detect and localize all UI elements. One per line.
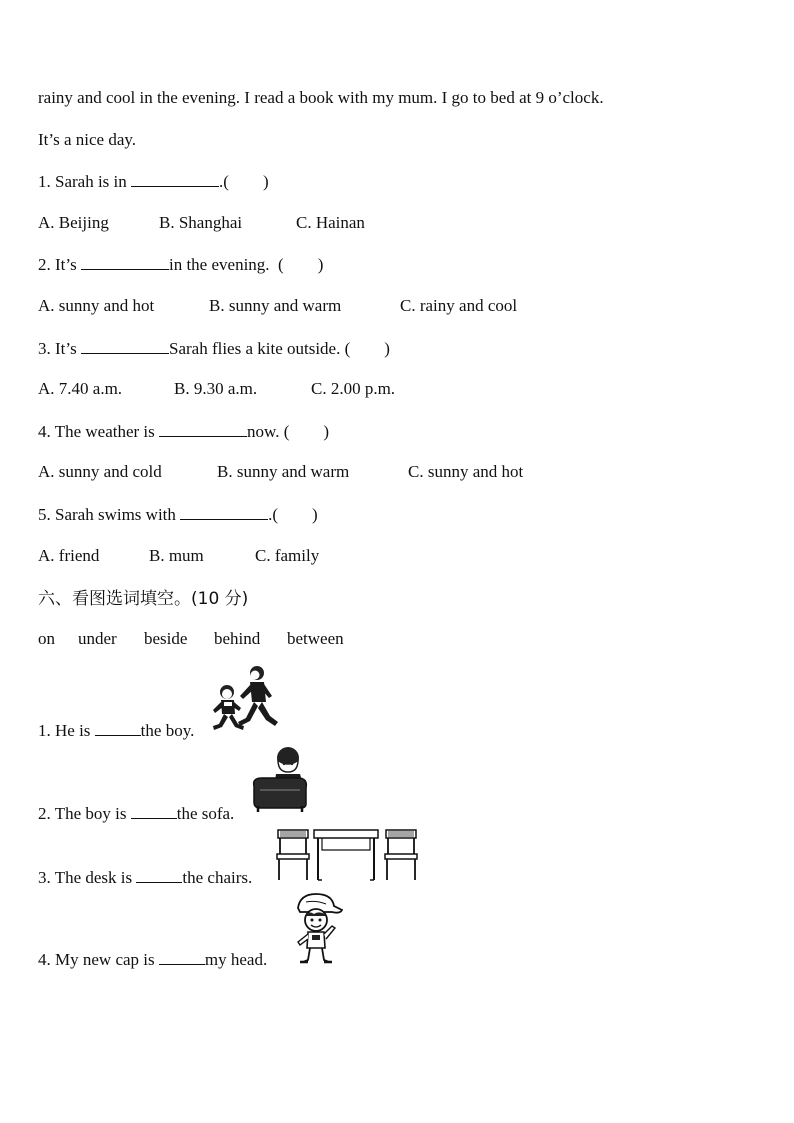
question-2-option-a[interactable]: A. sunny and hot [38, 296, 155, 315]
picture-question-3-rest: the chairs. [182, 868, 253, 887]
picture-question-4-blank[interactable] [159, 949, 205, 965]
question-4-bracket: now. ( ) [247, 422, 330, 441]
question-3-option-a[interactable]: A. 7.40 a.m. [38, 379, 123, 398]
question-5-text: 5. Sarah swims with [38, 505, 181, 524]
question-2-bracket: in the evening. ( ) [168, 255, 324, 274]
desk-between-chairs-illustration [274, 826, 422, 882]
question-5-bracket: .( ) [268, 505, 318, 524]
question-5-blank[interactable] [180, 504, 268, 520]
question-3-text: 3. It’s [38, 339, 81, 358]
picture-question-2-blank[interactable] [131, 803, 177, 819]
question-3-option-c[interactable]: C. 2.00 p.m. [311, 379, 396, 398]
question-1-options [38, 213, 365, 233]
word-bank [38, 629, 344, 649]
picture-question-2-rest: the sofa. [176, 804, 235, 823]
question-4-option-c[interactable]: C. sunny and hot [408, 462, 524, 481]
question-3 [38, 338, 390, 359]
picture-question-1-rest: the boy. [140, 721, 195, 740]
question-4-option-a[interactable]: A. sunny and cold [38, 462, 162, 481]
question-3-options [38, 379, 395, 399]
picture-question-1 [38, 720, 194, 741]
boy-behind-sofa-illustration [250, 744, 312, 816]
picture-question-1-text: 1. He is [38, 721, 95, 740]
passage-close-line: It’s a nice day. [38, 130, 137, 149]
question-3-option-b[interactable]: B. 9.30 a.m. [174, 379, 258, 398]
question-1-text: 1. Sarah is in [38, 172, 132, 191]
question-1-option-c[interactable]: C. Hainan [296, 213, 365, 232]
question-3-bracket: Sarah flies a kite outside. ( ) [168, 339, 390, 358]
picture-question-4 [38, 949, 267, 970]
picture-question-1-blank[interactable] [95, 720, 141, 736]
question-5-options [38, 546, 319, 566]
question-4-text: 4. The weather is [38, 422, 160, 441]
picture-question-2-text: 2. The boy is [38, 804, 131, 823]
question-1 [38, 171, 269, 192]
boy-with-cap-illustration [290, 892, 344, 966]
question-2 [38, 254, 323, 275]
question-4 [38, 421, 329, 442]
question-5-option-c[interactable]: C. family [255, 546, 320, 565]
question-2-text: 2. It’s [38, 255, 81, 274]
running-man-and-boy-illustration [210, 662, 282, 734]
question-1-option-a[interactable]: A. Beijing [38, 213, 109, 232]
question-5-option-a[interactable]: A. friend [38, 546, 100, 565]
picture-question-3-text: 3. The desk is [38, 868, 137, 887]
question-5 [38, 504, 318, 525]
question-5-option-b[interactable]: B. mum [149, 546, 204, 565]
picture-question-2 [38, 803, 234, 824]
question-1-blank[interactable] [131, 171, 219, 187]
question-4-options [38, 462, 523, 482]
question-2-options [38, 296, 517, 316]
word-bank-word: between [287, 629, 344, 648]
question-2-option-c[interactable]: C. rainy and cool [400, 296, 518, 315]
question-4-option-b[interactable]: B. sunny and warm [217, 462, 350, 481]
picture-question-3 [38, 867, 252, 888]
passage-end-line: rainy and cool in the evening. I read a book with my mum. I go to bed at 9 o’clock. [38, 88, 604, 107]
question-1-bracket: .( ) [219, 172, 269, 191]
word-bank-word: under [78, 629, 117, 648]
picture-question-4-text: 4. My new cap is [38, 950, 159, 969]
question-1-option-b[interactable]: B. Shanghai [159, 213, 243, 232]
question-2-blank[interactable] [81, 254, 169, 270]
word-bank-word: behind [214, 629, 261, 648]
question-2-option-b[interactable]: B. sunny and warm [209, 296, 342, 315]
section-heading: 六、看图选词填空。(10 分) [38, 589, 249, 609]
picture-question-3-blank[interactable] [136, 867, 182, 883]
picture-question-4-rest: my head. [204, 950, 268, 969]
question-3-blank[interactable] [81, 338, 169, 354]
word-bank-word: on [38, 629, 55, 648]
question-4-blank[interactable] [159, 421, 247, 437]
word-bank-word: beside [144, 629, 188, 648]
